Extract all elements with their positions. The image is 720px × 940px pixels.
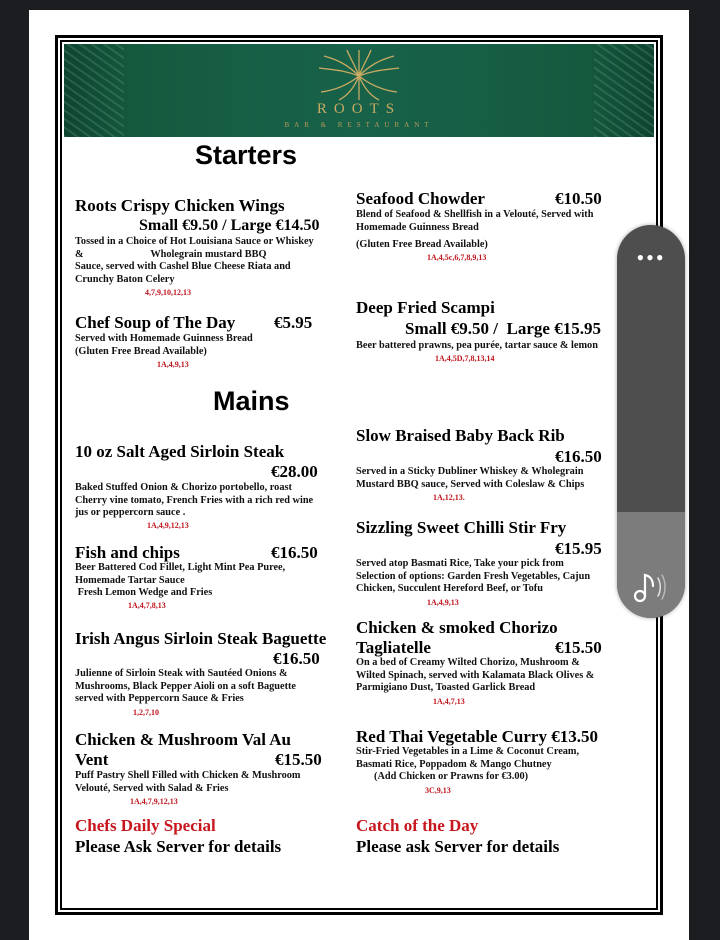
section-title-mains: Mains bbox=[213, 386, 290, 416]
item-description: Served atop Basmati Rice, Take your pick from Selection of options: Garden Fresh Vegetables, Cajun Chicken, Succulent Hereford Beef, or Tofu bbox=[356, 558, 591, 594]
more-options-icon[interactable]: ••• bbox=[636, 245, 666, 270]
item-description: Puff Pastry Shell Filled with Chicken & Mushroom Velouté, Served with Salad & Fries bbox=[75, 770, 301, 794]
item-name: Red Thai Vegetable Curry €13.50 bbox=[356, 727, 598, 746]
item-allergens: 1A,4,9,13 bbox=[427, 598, 459, 607]
special-text: Please Ask Server for details bbox=[75, 837, 282, 856]
item-description: Blend of Seafood & Shellfish in a Velouté, Served with Homemade Guinness Bread bbox=[356, 209, 594, 233]
item-note: (Gluten Free Bread Available) bbox=[356, 239, 488, 250]
item-allergens: 4,7,9,10,12,13 bbox=[145, 288, 191, 297]
item-allergens: 1A,4,7,8,13 bbox=[128, 601, 166, 610]
brand-subtitle: BAR & RESTAURANT bbox=[284, 121, 434, 129]
item-description: On a bed of Creamy Wilted Chorizo, Mushroom & Wilted Spinach, served with Kalamata Black Olives & Parmigiano Dust, Toasted Garlick Bread bbox=[356, 657, 595, 693]
item-price: €10.50 bbox=[555, 189, 602, 208]
item-name: Chicken & smoked Chorizo bbox=[356, 618, 558, 637]
item-name: Irish Angus Sirloin Steak Baguette bbox=[75, 629, 327, 648]
brand-name: ROOTS bbox=[316, 101, 402, 117]
item-description: Julienne of Sirloin Steak with Sautéed Onions & Mushrooms, Black Pepper Aioli on a soft Baguette served with Peppercorn Sauce & Fries bbox=[75, 668, 297, 704]
special-title: Catch of the Day bbox=[356, 816, 479, 835]
item-price: €28.00 bbox=[271, 462, 318, 481]
item-allergens: 3C,9,13 bbox=[425, 786, 451, 795]
item-allergens: 1A,4,9,12,13 bbox=[147, 521, 189, 530]
item-name: Fish and chips bbox=[75, 543, 180, 562]
item-name-line2: Tagliatelle bbox=[356, 638, 431, 657]
header-banner bbox=[64, 44, 654, 137]
item-price: €16.50 bbox=[555, 447, 602, 466]
tree-logo-icon bbox=[309, 48, 409, 102]
item-allergens: 1A,4,9,13 bbox=[157, 360, 189, 369]
item-price: €15.50 bbox=[275, 750, 322, 769]
item-description: Beer battered prawns, pea purée, tartar sauce & lemon bbox=[356, 340, 598, 351]
item-price: Small €9.50 / Large €15.95 bbox=[405, 319, 601, 338]
item-price: €5.95 bbox=[274, 313, 313, 332]
item-description: Beer Battered Cod Fillet, Light Mint Pea Puree, Homemade Tartar Sauce Fresh Lemon Wedge and Fries bbox=[75, 562, 286, 598]
item-description: Tossed in a Choice of Hot Louisiana Sauce or Whiskey & Wholegrain mustard BBQ Sauce, served with Cashel Blue Cheese Riata and Crunchy Baton Celery bbox=[75, 236, 314, 285]
item-name: Chicken & Mushroom Val Au bbox=[75, 730, 292, 749]
special-title: Chefs Daily Special bbox=[75, 816, 216, 835]
item-allergens: 1A,4,7,13 bbox=[433, 697, 465, 706]
item-description: Served with Homemade Guinness Bread (Gluten Free Bread Available) bbox=[75, 333, 253, 357]
item-name: Roots Crispy Chicken Wings bbox=[75, 196, 285, 215]
item-price: Small €9.50 / Large €14.50 bbox=[139, 217, 320, 234]
special-text: Please ask Server for details bbox=[356, 837, 560, 856]
item-name: Sizzling Sweet Chilli Stir Fry bbox=[356, 518, 567, 537]
volume-slider[interactable] bbox=[617, 225, 685, 618]
item-price: €15.95 bbox=[555, 539, 602, 558]
item-allergens: 1,2,7,10 bbox=[133, 708, 159, 717]
item-name: Slow Braised Baby Back Rib bbox=[356, 426, 565, 445]
section-title-starters: Starters bbox=[195, 140, 298, 170]
item-description: Stir-Fried Vegetables in a Lime & Coconut Cream, Basmati Rice, Poppadom & Mango Chutney (Add Chicken or Prawns for €3.00) bbox=[356, 746, 580, 782]
item-name: Deep Fried Scampi bbox=[356, 298, 495, 317]
item-description: Baked Stuffed Onion & Chorizo portobello, roast Cherry vine tomato, French Fries with a rich red wine jus or peppercorn sauce . bbox=[75, 482, 314, 518]
item-allergens: 1A,4,5c,6,7,8,9,13 bbox=[427, 253, 487, 262]
item-description: Served in a Sticky Dubliner Whiskey & Wholegrain Mustard BBQ sauce, Served with Coleslaw & Chips bbox=[356, 466, 585, 490]
item-name: 10 oz Salt Aged Sirloin Steak bbox=[75, 442, 285, 461]
item-price: €16.50 bbox=[271, 543, 318, 562]
item-name: Chef Soup of The Day bbox=[75, 313, 236, 332]
item-allergens: 1A,4,5D,7,8,13,14 bbox=[435, 354, 495, 363]
item-price: €16.50 bbox=[273, 649, 320, 668]
item-price: €15.50 bbox=[555, 638, 602, 657]
music-note-icon[interactable] bbox=[633, 570, 669, 604]
item-name: Seafood Chowder bbox=[356, 189, 485, 208]
item-allergens: 1A,12,13. bbox=[433, 493, 465, 502]
item-allergens: 1A,4,7,9,12,13 bbox=[130, 797, 178, 806]
item-name-line2: Vent bbox=[75, 750, 109, 769]
